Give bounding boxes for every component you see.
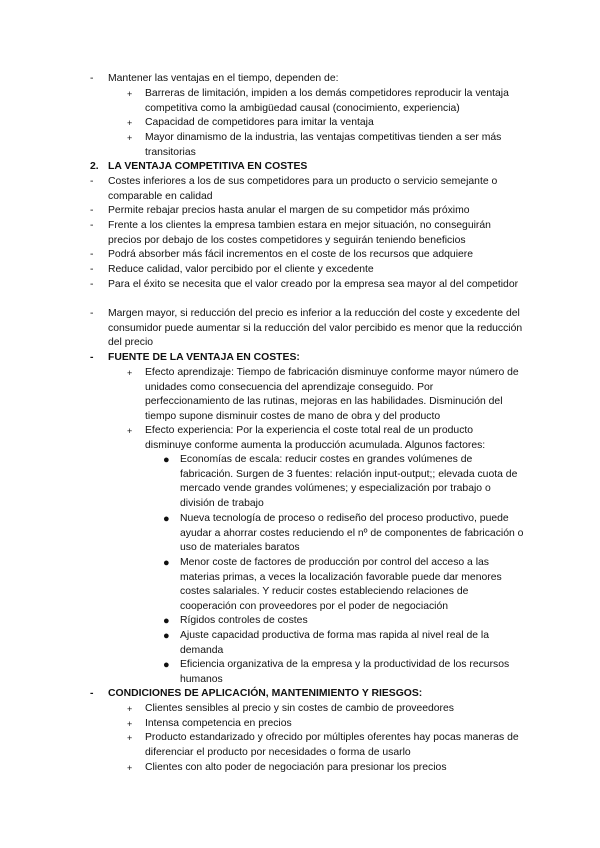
intro-item-text: Mayor dinamismo de la industria, las ventajas competitivas tienden a ser más transitorias xyxy=(145,132,502,158)
dash-bullet: - xyxy=(90,264,94,275)
dash-bullet: - xyxy=(90,249,94,260)
factor-text: Rígidos controles de costes xyxy=(180,615,308,626)
dot-bullet: ● xyxy=(163,513,170,525)
plus-bullet: + xyxy=(127,733,133,743)
section-title: LA VENTAJA COMPETITIVA EN COSTES xyxy=(108,161,308,172)
intro-text: Mantener las ventajas en el tiempo, dependen de: xyxy=(108,73,339,84)
point-text: Para el éxito se necesita que el valor creado por la empresa sea mayor al del competidor xyxy=(108,279,519,290)
plus-bullet: + xyxy=(127,89,133,99)
dot-bullet: ● xyxy=(163,454,170,466)
factor-text: Nueva tecnología de proceso o rediseño del proceso productivo, puede ayudar a ahorrar costes reduciendo el nº de componentes de fabricación o uso de materiales baratos xyxy=(180,513,524,554)
source-text: Efecto experiencia: Por la experiencia el coste total real de un producto disminuye conforme aumenta la producción acumulada. Algunos factores: xyxy=(145,425,486,451)
dot-bullet: ● xyxy=(163,659,170,671)
source-text: Efecto aprendizaje: Tiempo de fabricación disminuye conforme mayor número de unidades como consecuencia del aprendizaje conseguido. Por perfeccionamiento de las rutinas, mejoras en las habilidades. Disminución del tiempo supone disminuir costes de mano de obra y del producto xyxy=(145,367,519,422)
dash-bullet: - xyxy=(90,73,94,84)
plus-bullet: + xyxy=(127,704,133,714)
dot-bullet: ● xyxy=(163,630,170,642)
dash-bullet: - xyxy=(90,176,94,187)
subsection-title: CONDICIONES DE APLICACIÓN, MANTENIMIENTO Y RIESGOS: xyxy=(108,688,423,699)
condition-text: Intensa competencia en precios xyxy=(145,718,292,729)
plus-bullet: + xyxy=(127,368,133,378)
factor-text: Menor coste de factores de producción por control del acceso a las materias primas, a veces la localización favorable puede dar menores costes salariales. Y reducir costes estableciendo relaciones de cooperación con proveedores por el poder de negociación xyxy=(180,557,502,612)
plus-bullet: + xyxy=(127,763,133,773)
intro-item-text: Barreras de limitación, impiden a los demás competidores reproducir la ventaja competitiva como la ambigüedad causal (conocimiento, experiencia) xyxy=(145,88,509,114)
condition-text: Clientes con alto poder de negociación para presionar los precios xyxy=(145,762,447,773)
point-text: Margen mayor, si reducción del precio es inferior a la reducción del coste y excedente del consumidor puede aumentar si la reducción del valor percibido es menor que la reducción del precio xyxy=(108,308,523,349)
dash-bullet: - xyxy=(90,220,94,231)
dash-bullet: - xyxy=(90,352,94,363)
factor-text: Economías de escala: reducir costes en grandes volúmenes de fabricación. Surgen de 3 fuentes: relación input-output;; elevada cuota de mercado vende grandes volúmenes; y especialización por trabajo o división de trabajo xyxy=(180,454,518,509)
dash-bullet: - xyxy=(90,688,94,699)
subsection-title: FUENTE DE LA VENTAJA EN COSTES: xyxy=(108,352,300,363)
intro-item-text: Capacidad de competidores para imitar la ventaja xyxy=(145,117,374,128)
plus-bullet: + xyxy=(127,118,133,128)
point-text: Permite rebajar precios hasta anular el margen de su competidor más próximo xyxy=(108,205,470,216)
dash-bullet: - xyxy=(90,308,94,319)
dash-bullet: - xyxy=(90,279,94,290)
plus-bullet: + xyxy=(127,133,133,143)
plus-bullet: + xyxy=(127,719,133,729)
point-text: Reduce calidad, valor percibido por el cliente y excedente xyxy=(108,264,374,275)
factor-text: Eficiencia organizativa de la empresa y la productividad de los recursos humanos xyxy=(180,659,510,685)
dot-bullet: ● xyxy=(163,615,170,627)
section-number: 2. xyxy=(90,161,99,172)
point-text: Podrá absorber más fácil incrementos en el coste de los recursos que adquiere xyxy=(108,249,474,260)
factor-text: Ajuste capacidad productiva de forma mas rapida al nivel real de la demanda xyxy=(180,630,490,656)
point-text: Frente a los clientes la empresa tambien estara en mejor situación, no conseguirán precios por debajo de los costes competidores y seguirán teniendo beneficios xyxy=(108,220,491,246)
dot-bullet: ● xyxy=(163,557,170,569)
condition-text: Clientes sensibles al precio y sin costes de cambio de proveedores xyxy=(145,703,454,714)
dash-bullet: - xyxy=(90,205,94,216)
condition-text: Producto estandarizado y ofrecido por múltiples oferentes hay pocas maneras de diferenciar el producto por necesidades o forma de usarlo xyxy=(145,732,519,758)
point-text: Costes inferiores a los de sus competidores para un producto o servicio semejante o comparable en calidad xyxy=(108,176,498,202)
plus-bullet: + xyxy=(127,426,133,436)
